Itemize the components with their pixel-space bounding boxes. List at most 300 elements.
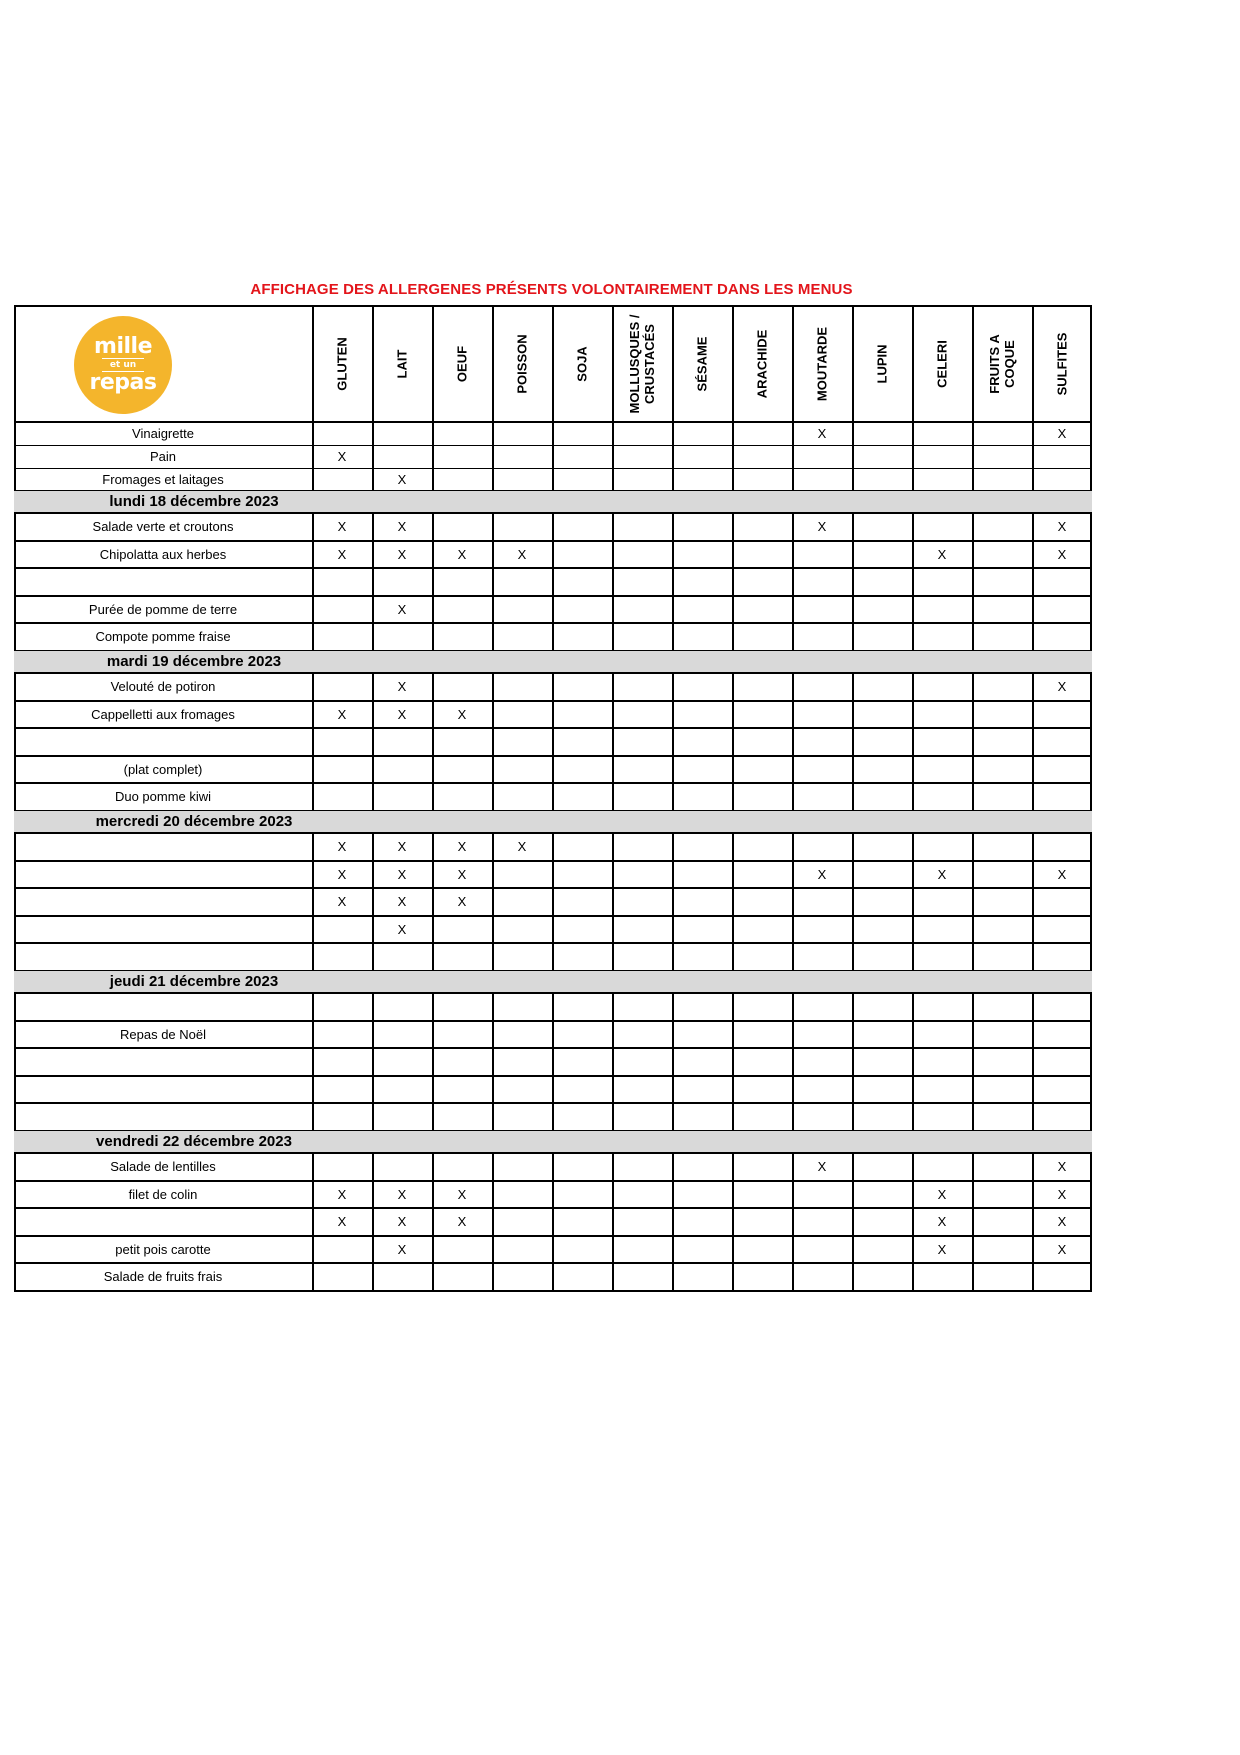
column-border (492, 701, 494, 729)
column-border (492, 513, 494, 541)
column-border (1090, 513, 1092, 541)
column-border (432, 943, 434, 971)
column-border (14, 541, 16, 569)
allergen-mark-12: X (1057, 1241, 1067, 1257)
column-border (732, 445, 734, 468)
column-border (552, 943, 554, 971)
column-border (1090, 306, 1092, 422)
column-border (492, 1236, 494, 1264)
column-border (612, 445, 614, 468)
column-border (972, 888, 974, 916)
column-border (852, 1076, 854, 1104)
column-border (432, 1103, 434, 1131)
column-border (972, 1263, 974, 1291)
column-border (852, 993, 854, 1021)
column-border (312, 1076, 314, 1104)
column-border (552, 306, 554, 422)
column-border (14, 728, 16, 756)
allergen-mark-8: X (817, 426, 827, 441)
column-border (852, 1021, 854, 1049)
column-border (14, 1021, 16, 1049)
column-border (492, 1181, 494, 1209)
allergen-mark-2: X (457, 1186, 467, 1202)
column-border (372, 783, 374, 811)
allergen-mark-0: X (337, 1186, 347, 1202)
allergen-mark-12: X (1057, 866, 1067, 882)
dish-name (14, 861, 312, 889)
allergen-mark-1: X (397, 679, 407, 694)
column-border (372, 1181, 374, 1209)
column-border (1032, 1076, 1034, 1104)
allergen-header-label: POISSON (514, 334, 530, 394)
column-border (972, 513, 974, 541)
column-border (732, 783, 734, 811)
column-border (732, 728, 734, 756)
column-border (672, 1181, 674, 1209)
allergen-header-label: FRUITS A COQUE (987, 334, 1017, 394)
column-border (1090, 1076, 1092, 1104)
column-border (852, 943, 854, 971)
column-border (492, 783, 494, 811)
column-border (312, 468, 314, 491)
column-border (432, 1153, 434, 1181)
column-border (312, 1021, 314, 1049)
column-border (14, 833, 16, 861)
day-label: mercredi 20 décembre 2023 (95, 813, 293, 830)
logo-line-3: repas (89, 370, 157, 395)
allergen-mark-1: X (397, 519, 407, 534)
column-border (432, 1021, 434, 1049)
column-border (792, 468, 794, 491)
column-border (912, 888, 914, 916)
column-border (312, 596, 314, 624)
column-border (792, 728, 794, 756)
column-border (312, 861, 314, 889)
column-border (552, 701, 554, 729)
column-border (432, 1048, 434, 1076)
column-border (912, 445, 914, 468)
allergen-header-label: SÉSAME (694, 336, 710, 392)
column-border (1090, 1263, 1092, 1291)
column-border (852, 1048, 854, 1076)
column-border (1032, 1263, 1034, 1291)
column-border (552, 1048, 554, 1076)
column-border (792, 568, 794, 596)
column-border (852, 916, 854, 944)
column-border (972, 623, 974, 651)
column-border (672, 1103, 674, 1131)
allergen-mark-0: X (337, 866, 347, 882)
column-border (972, 1208, 974, 1236)
column-border (612, 1021, 614, 1049)
column-border (672, 916, 674, 944)
column-border (792, 1021, 794, 1049)
column-border (552, 728, 554, 756)
column-border (552, 513, 554, 541)
column-border (672, 541, 674, 569)
allergen-mark-0: X (337, 449, 347, 464)
column-border (852, 623, 854, 651)
column-border (1032, 513, 1034, 541)
allergen-header (312, 306, 372, 422)
column-border (372, 993, 374, 1021)
column-border (312, 1263, 314, 1291)
column-border (612, 306, 614, 422)
column-border (432, 1236, 434, 1264)
column-border (492, 916, 494, 944)
column-border (372, 568, 374, 596)
column-border (612, 468, 614, 491)
mille-et-un-repas-logo (74, 316, 172, 414)
column-border (432, 445, 434, 468)
column-border (492, 1048, 494, 1076)
column-border (1090, 1021, 1092, 1049)
allergen-mark-1: X (397, 472, 407, 487)
dish-name (14, 1103, 312, 1131)
column-border (14, 623, 16, 651)
dish-name (14, 728, 312, 756)
column-border (612, 1263, 614, 1291)
column-border (1032, 728, 1034, 756)
column-border (732, 673, 734, 701)
column-border (1090, 783, 1092, 811)
column-border (1032, 861, 1034, 889)
column-border (492, 596, 494, 624)
column-border (372, 1076, 374, 1104)
dish-name (14, 1076, 312, 1104)
column-border (852, 445, 854, 468)
column-border (372, 1208, 374, 1236)
column-border (552, 445, 554, 468)
column-border (372, 623, 374, 651)
column-border (792, 888, 794, 916)
column-border (312, 623, 314, 651)
column-border (612, 1181, 614, 1209)
column-border (792, 1103, 794, 1131)
column-border (972, 673, 974, 701)
column-border (14, 1208, 16, 1236)
column-border (852, 596, 854, 624)
allergen-mark-1: X (397, 546, 407, 562)
column-border (972, 728, 974, 756)
dish-name (14, 1048, 312, 1076)
allergen-mark-10: X (937, 546, 947, 562)
column-border (912, 783, 914, 811)
column-border (732, 1048, 734, 1076)
column-border (372, 1103, 374, 1131)
column-border (312, 701, 314, 729)
column-border (972, 943, 974, 971)
column-border (492, 993, 494, 1021)
allergen-mark-1: X (397, 706, 407, 722)
column-border (312, 1153, 314, 1181)
column-border (492, 861, 494, 889)
column-border (14, 1048, 16, 1076)
column-border (432, 1263, 434, 1291)
column-border (972, 468, 974, 491)
dish-name (14, 993, 312, 1021)
column-border (1032, 1021, 1034, 1049)
allergen-header-label: LUPIN (874, 344, 890, 384)
page-title: AFFICHAGE DES ALLERGENES PRÉSENTS VOLONTAIREMENT DANS LES MENUS (250, 281, 853, 298)
column-border (312, 445, 314, 468)
column-border (492, 756, 494, 784)
column-border (732, 916, 734, 944)
column-border (312, 833, 314, 861)
column-border (552, 673, 554, 701)
allergen-mark-12: X (1057, 519, 1067, 534)
column-border (972, 306, 974, 422)
allergen-header (372, 306, 432, 422)
allergen-header-label: MOUTARDE (814, 326, 830, 402)
row-border (14, 1290, 1092, 1292)
column-border (852, 1263, 854, 1291)
column-border (732, 1103, 734, 1131)
column-border (672, 306, 674, 422)
column-border (492, 1021, 494, 1049)
allergen-mark-2: X (457, 866, 467, 882)
column-border (912, 1048, 914, 1076)
column-border (672, 833, 674, 861)
column-border (912, 1208, 914, 1236)
column-border (852, 1153, 854, 1181)
column-border (1032, 916, 1034, 944)
column-border (732, 513, 734, 541)
column-border (1032, 1236, 1034, 1264)
column-border (14, 468, 16, 491)
column-border (1090, 833, 1092, 861)
column-border (732, 422, 734, 445)
column-border (852, 673, 854, 701)
allergen-header (912, 306, 972, 422)
column-border (372, 943, 374, 971)
column-border (312, 888, 314, 916)
column-border (492, 1153, 494, 1181)
column-border (912, 728, 914, 756)
column-border (672, 993, 674, 1021)
allergen-mark-1: X (397, 894, 407, 910)
column-border (672, 783, 674, 811)
column-border (732, 993, 734, 1021)
column-border (972, 701, 974, 729)
allergen-mark-12: X (1057, 1159, 1067, 1174)
column-border (372, 306, 374, 422)
column-border (312, 568, 314, 596)
column-border (672, 1076, 674, 1104)
column-border (612, 861, 614, 889)
dish-name: (plat complet) (123, 761, 203, 777)
column-border (1090, 916, 1092, 944)
logo-line-2: et un (102, 358, 144, 372)
column-border (312, 541, 314, 569)
column-border (372, 888, 374, 916)
column-border (14, 673, 16, 701)
column-border (14, 993, 16, 1021)
allergen-header-label: SOJA (574, 346, 590, 382)
column-border (1032, 306, 1034, 422)
column-border (1032, 422, 1034, 445)
column-border (1090, 422, 1092, 445)
column-border (912, 993, 914, 1021)
dish-name: Fromages et laitages (102, 472, 224, 487)
dish-name: Cappelletti aux fromages (91, 706, 235, 722)
column-border (492, 623, 494, 651)
allergen-header (552, 306, 612, 422)
logo-line-1: mille (94, 334, 152, 359)
column-border (312, 728, 314, 756)
column-border (14, 783, 16, 811)
column-border (912, 1021, 914, 1049)
allergen-mark-0: X (337, 894, 347, 910)
column-border (432, 888, 434, 916)
column-border (912, 1076, 914, 1104)
column-border (972, 916, 974, 944)
column-border (852, 1208, 854, 1236)
column-border (612, 513, 614, 541)
column-border (792, 1153, 794, 1181)
column-border (852, 541, 854, 569)
column-border (552, 756, 554, 784)
column-border (14, 1153, 16, 1181)
allergen-mark-1: X (397, 921, 407, 937)
column-border (492, 568, 494, 596)
column-border (852, 513, 854, 541)
column-border (672, 756, 674, 784)
column-border (612, 916, 614, 944)
column-border (972, 1181, 974, 1209)
column-border (912, 701, 914, 729)
allergen-header (612, 306, 672, 422)
allergen-header (972, 306, 1032, 422)
column-border (372, 513, 374, 541)
column-border (1032, 1153, 1034, 1181)
column-border (1032, 1181, 1034, 1209)
column-border (1090, 541, 1092, 569)
allergen-mark-2: X (457, 894, 467, 910)
column-border (14, 306, 16, 422)
column-border (972, 833, 974, 861)
allergen-header-label: MOLLUSQUES / CRUSTACÉS (627, 314, 657, 414)
column-border (912, 756, 914, 784)
allergen-mark-10: X (937, 1214, 947, 1230)
dish-name (14, 888, 312, 916)
column-border (552, 1263, 554, 1291)
column-border (312, 993, 314, 1021)
column-border (1090, 568, 1092, 596)
column-border (372, 756, 374, 784)
column-border (1032, 701, 1034, 729)
column-border (612, 888, 614, 916)
column-border (492, 728, 494, 756)
column-border (372, 422, 374, 445)
column-border (732, 306, 734, 422)
column-border (792, 701, 794, 729)
column-border (14, 513, 16, 541)
column-border (852, 833, 854, 861)
column-border (312, 422, 314, 445)
column-border (1032, 673, 1034, 701)
column-border (732, 1208, 734, 1236)
column-border (1090, 596, 1092, 624)
column-border (14, 1263, 16, 1291)
column-border (792, 1181, 794, 1209)
column-border (612, 596, 614, 624)
column-border (612, 701, 614, 729)
column-border (14, 422, 16, 445)
column-border (792, 513, 794, 541)
column-border (852, 861, 854, 889)
column-border (912, 422, 914, 445)
column-border (1090, 888, 1092, 916)
column-border (972, 541, 974, 569)
column-border (14, 861, 16, 889)
day-label: vendredi 22 décembre 2023 (96, 1133, 292, 1150)
column-border (612, 1048, 614, 1076)
column-border (732, 541, 734, 569)
column-border (492, 888, 494, 916)
column-border (672, 1153, 674, 1181)
column-border (672, 1021, 674, 1049)
allergen-header (672, 306, 732, 422)
column-border (14, 1076, 16, 1104)
column-border (912, 513, 914, 541)
allergen-mark-3: X (517, 839, 527, 854)
column-border (372, 541, 374, 569)
allergen-mark-0: X (337, 839, 347, 854)
column-border (672, 701, 674, 729)
column-border (732, 1263, 734, 1291)
column-border (312, 673, 314, 701)
column-border (732, 1153, 734, 1181)
column-border (912, 541, 914, 569)
column-border (372, 833, 374, 861)
column-border (372, 445, 374, 468)
column-border (492, 422, 494, 445)
column-border (612, 623, 614, 651)
column-border (852, 756, 854, 784)
column-border (14, 916, 16, 944)
allergen-mark-2: X (457, 546, 467, 562)
column-border (612, 756, 614, 784)
column-border (792, 833, 794, 861)
column-border (312, 1103, 314, 1131)
column-border (972, 445, 974, 468)
column-border (432, 568, 434, 596)
column-border (432, 513, 434, 541)
column-border (372, 673, 374, 701)
column-border (672, 1263, 674, 1291)
column-border (372, 1048, 374, 1076)
column-border (912, 673, 914, 701)
column-border (552, 1208, 554, 1236)
day-label: mardi 19 décembre 2023 (106, 653, 282, 670)
column-border (972, 1153, 974, 1181)
column-border (432, 861, 434, 889)
column-border (1090, 1208, 1092, 1236)
dish-name: Vinaigrette (132, 426, 194, 441)
column-border (732, 1236, 734, 1264)
column-border (312, 1236, 314, 1264)
column-border (672, 596, 674, 624)
allergen-mark-0: X (337, 1214, 347, 1230)
column-border (912, 943, 914, 971)
column-border (912, 623, 914, 651)
column-border (732, 756, 734, 784)
allergen-mark-10: X (937, 1186, 947, 1202)
dish-name: petit pois carotte (115, 1241, 211, 1257)
column-border (732, 888, 734, 916)
allergen-mark-2: X (457, 706, 467, 722)
